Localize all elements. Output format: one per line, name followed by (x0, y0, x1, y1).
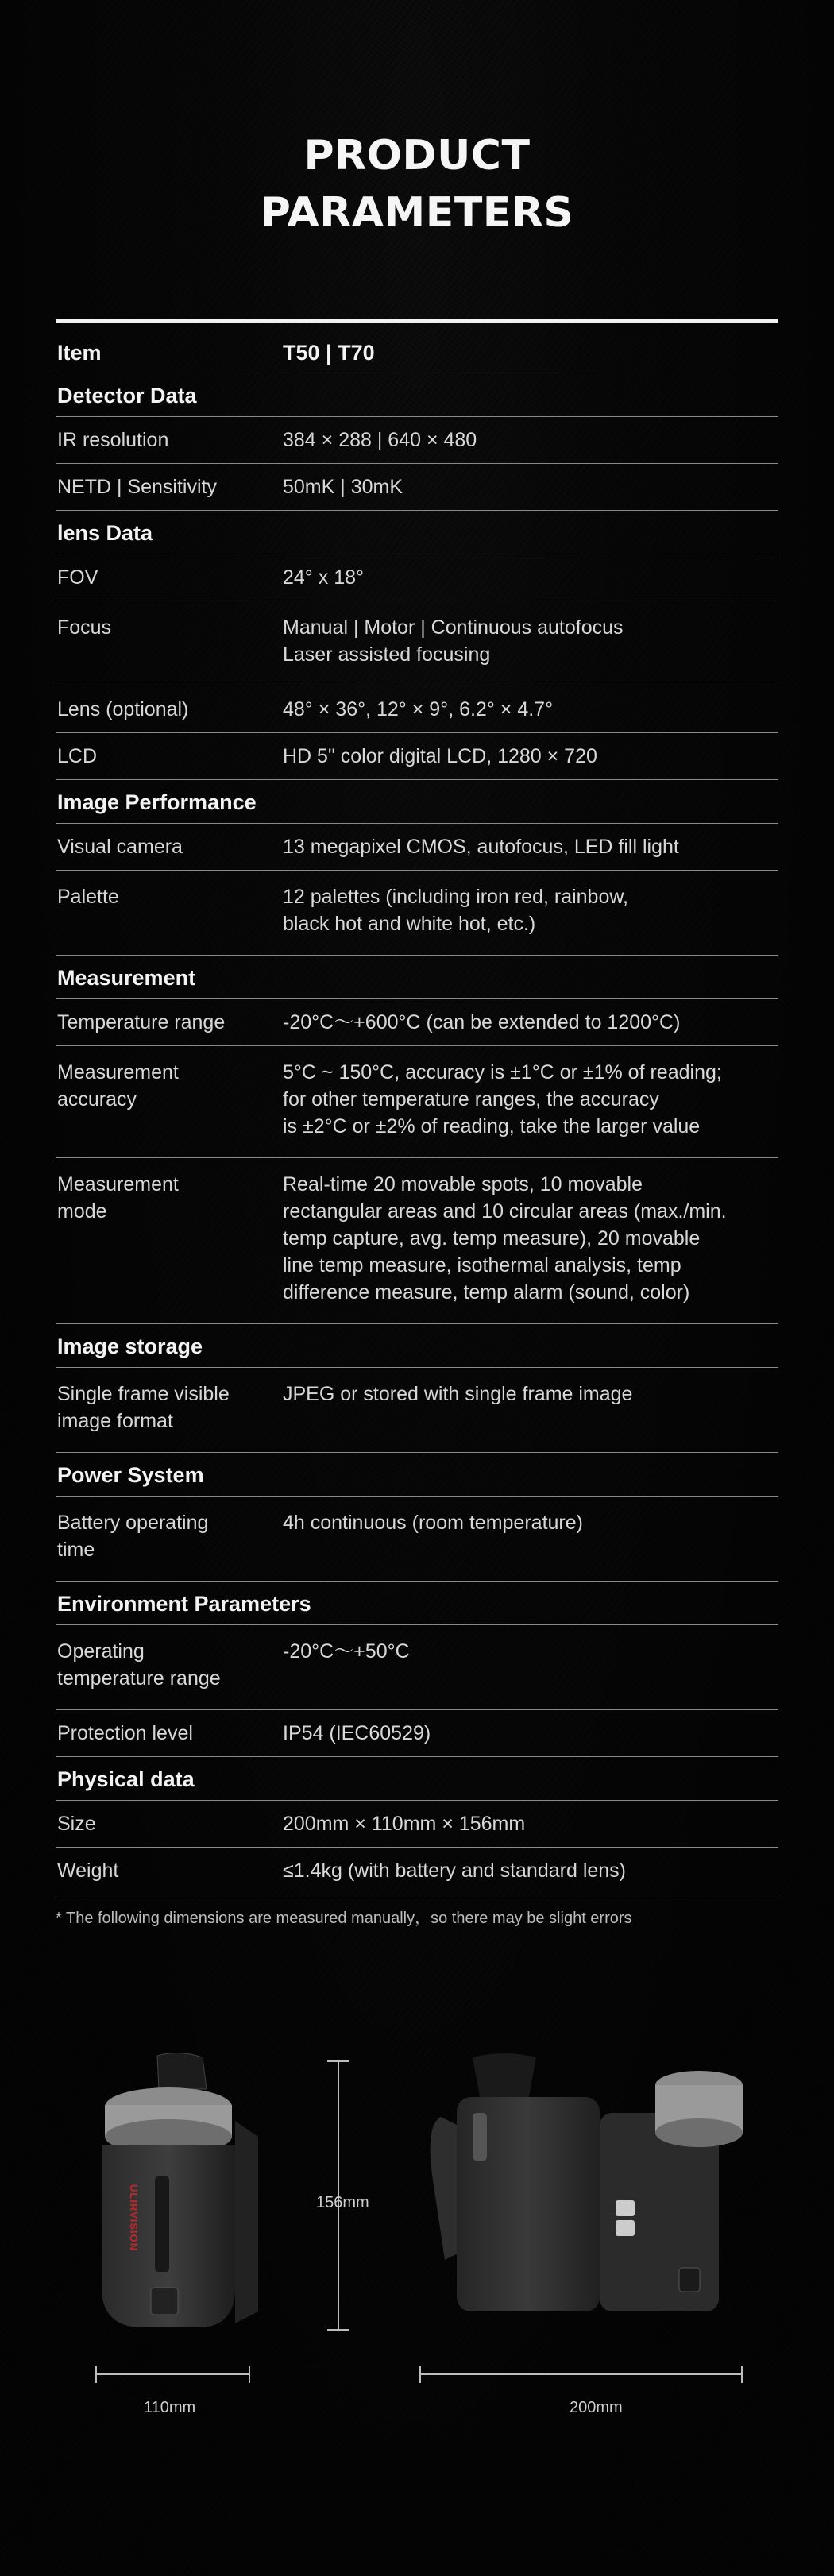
row-value-line: 13 megapixel CMOS, autofocus, LED fill light (283, 836, 679, 858)
row-value (283, 473, 778, 500)
row-value-line: HD 5" color digital LCD, 1280 × 720 (283, 745, 597, 767)
header-model: T50 | T70 (283, 341, 375, 365)
row-key-line: LCD (57, 745, 98, 767)
title-line-1: PRODUCT (303, 132, 531, 180)
section-heading (56, 956, 778, 999)
table-row (56, 824, 778, 871)
row-value (283, 1059, 778, 1140)
row-value (283, 833, 778, 860)
row-value (283, 1009, 778, 1036)
table-row (56, 464, 778, 511)
row-key (56, 696, 283, 723)
right-width-dimension-line (419, 2373, 743, 2375)
row-value-line: IP54 (IEC60529) (283, 1722, 431, 1744)
row-value (283, 743, 778, 770)
row-value-line: -20°C〜+600°C (can be extended to 1200°C) (283, 1011, 681, 1033)
row-value-line: 50mK | 30mK (283, 476, 403, 498)
left-width-cap-r (249, 2366, 250, 2383)
row-value-line: Manual | Motor | Continuous autofocus (283, 616, 624, 639)
table-row (56, 1497, 778, 1582)
section-heading (56, 1324, 778, 1368)
row-key (56, 1009, 283, 1036)
row-key-line: Size (57, 1813, 96, 1835)
row-key-line: Measurement (57, 1173, 179, 1195)
device-side-view (95, 2049, 270, 2335)
row-key-line: temperature range (57, 1667, 221, 1690)
row-value (283, 1720, 778, 1747)
table-row (56, 1046, 778, 1158)
row-key-line: time (57, 1539, 95, 1561)
left-width-dimension-label: 110mm (144, 2399, 196, 2416)
row-key-line: Lens (optional) (57, 698, 189, 720)
section-heading (56, 511, 778, 554)
right-width-cap-l (419, 2366, 421, 2383)
table-row (56, 733, 778, 780)
row-value-line: black hot and white hot, etc.) (283, 913, 536, 935)
page-title (0, 127, 834, 241)
section-heading (56, 1582, 778, 1625)
row-value-line: rectangular areas and 10 circular areas (max./min. (283, 1200, 727, 1222)
row-key-line: Measurement (57, 1061, 179, 1083)
row-value-line: is ±2°C or ±2% of reading, take the larger value (283, 1115, 701, 1137)
row-key (56, 883, 283, 937)
row-key (56, 1720, 283, 1747)
row-key-line: Temperature range (57, 1011, 226, 1033)
table-header (56, 323, 778, 373)
row-value-line: Laser assisted focusing (283, 643, 491, 666)
brand-logo: ULIRVISION (128, 2184, 140, 2252)
table-row (56, 871, 778, 956)
row-key-line: Battery operating (57, 1512, 209, 1534)
row-key (56, 833, 283, 860)
table-row (56, 1625, 778, 1710)
left-width-dimension-line (95, 2373, 250, 2375)
row-value (283, 1381, 778, 1435)
table-row (56, 601, 778, 686)
row-value-line: JPEG or stored with single frame image (283, 1383, 633, 1405)
row-key (56, 1810, 283, 1837)
row-value (283, 883, 778, 937)
right-width-cap-r (741, 2366, 743, 2383)
height-dim-cap-top (327, 2060, 349, 2062)
section-heading (56, 1453, 778, 1497)
row-key-line: Protection level (57, 1722, 193, 1744)
row-key (56, 473, 283, 500)
table-row (56, 1848, 778, 1894)
row-value-line: line temp measure, isothermal analysis, temp (283, 1254, 681, 1276)
section-heading (56, 1757, 778, 1801)
row-value (283, 1509, 778, 1563)
section-heading (56, 780, 778, 824)
row-key (56, 743, 283, 770)
row-value-line: 384 × 288 | 640 × 480 (283, 429, 477, 451)
table-row (56, 417, 778, 464)
table-row (56, 1710, 778, 1757)
row-key (56, 1171, 283, 1306)
row-key-line: Weight (57, 1860, 119, 1882)
section-heading-label: Image Performance (57, 790, 257, 814)
table-row (56, 686, 778, 733)
row-value-line: for other temperature ranges, the accuracy (283, 1088, 659, 1110)
row-key-line: mode (57, 1200, 107, 1222)
row-value-line: 24° x 18° (283, 566, 365, 589)
row-value-line: difference measure, temp alarm (sound, color) (283, 1281, 690, 1303)
row-value (283, 1638, 778, 1692)
row-value (283, 1857, 778, 1884)
row-key (56, 1381, 283, 1435)
section-heading-label: Physical data (57, 1767, 195, 1791)
row-key (56, 1857, 283, 1884)
row-value (283, 427, 778, 454)
row-key-line: image format (57, 1410, 173, 1432)
row-key (56, 427, 283, 454)
row-value-line: Real-time 20 movable spots, 10 movable (283, 1173, 643, 1195)
section-heading-label: Environment Parameters (57, 1592, 311, 1616)
section-heading-label: Power System (57, 1463, 204, 1487)
title-line-2: PARAMETERS (260, 189, 574, 237)
table-row (56, 1368, 778, 1453)
row-key-line: Visual camera (57, 836, 183, 858)
row-value (283, 564, 778, 591)
row-key-line: Focus (57, 616, 112, 639)
row-value-line: 48° × 36°, 12° × 9°, 6.2° × 4.7° (283, 698, 554, 720)
section-heading-label: lens Data (57, 521, 153, 545)
row-key-line: Single frame visible (57, 1383, 230, 1405)
row-key-line: Palette (57, 886, 119, 908)
header-item: Item (57, 341, 102, 365)
device-front-view (425, 2053, 751, 2323)
right-width-dimension-label: 200mm (570, 2399, 623, 2416)
row-value-line: 5°C ~ 150°C, accuracy is ±1°C or ±1% of reading; (283, 1061, 722, 1083)
row-key (56, 1509, 283, 1563)
spec-table (56, 319, 778, 1894)
height-dimension-label: 156mm (316, 2194, 369, 2211)
row-value (283, 1171, 778, 1306)
table-row (56, 1158, 778, 1324)
row-value (283, 696, 778, 723)
row-value-line: -20°C〜+50°C (283, 1640, 410, 1663)
row-key-line: IR resolution (57, 429, 169, 451)
row-key-line: FOV (57, 566, 98, 589)
table-row (56, 999, 778, 1046)
row-key-line: accuracy (57, 1088, 137, 1110)
row-key (56, 1638, 283, 1692)
section-heading-label: Detector Data (57, 384, 197, 407)
row-value-line: 4h continuous (room temperature) (283, 1512, 583, 1534)
row-key-line: Operating (57, 1640, 145, 1663)
row-value (283, 1810, 778, 1837)
left-width-cap-l (95, 2366, 97, 2383)
row-key-line: NETD | Sensitivity (57, 476, 217, 498)
row-value-line: 12 palettes (including iron red, rainbow, (283, 886, 628, 908)
height-dim-cap-bottom (327, 2329, 349, 2331)
row-value-line: 200mm × 110mm × 156mm (283, 1813, 526, 1835)
row-key (56, 1059, 283, 1140)
row-key (56, 564, 283, 591)
section-heading (56, 373, 778, 417)
row-value-line: temp capture, avg. temp measure), 20 movable (283, 1227, 701, 1249)
dimension-footnote: * The following dimensions are measured manually，so there may be slight errors (56, 1910, 632, 1927)
row-key (56, 614, 283, 668)
table-row (56, 1801, 778, 1848)
section-heading-label: Image storage (57, 1334, 203, 1358)
row-value (283, 614, 778, 668)
section-heading-label: Measurement (57, 966, 196, 990)
table-row (56, 554, 778, 601)
row-value-line: ≤1.4kg (with battery and standard lens) (283, 1860, 627, 1882)
